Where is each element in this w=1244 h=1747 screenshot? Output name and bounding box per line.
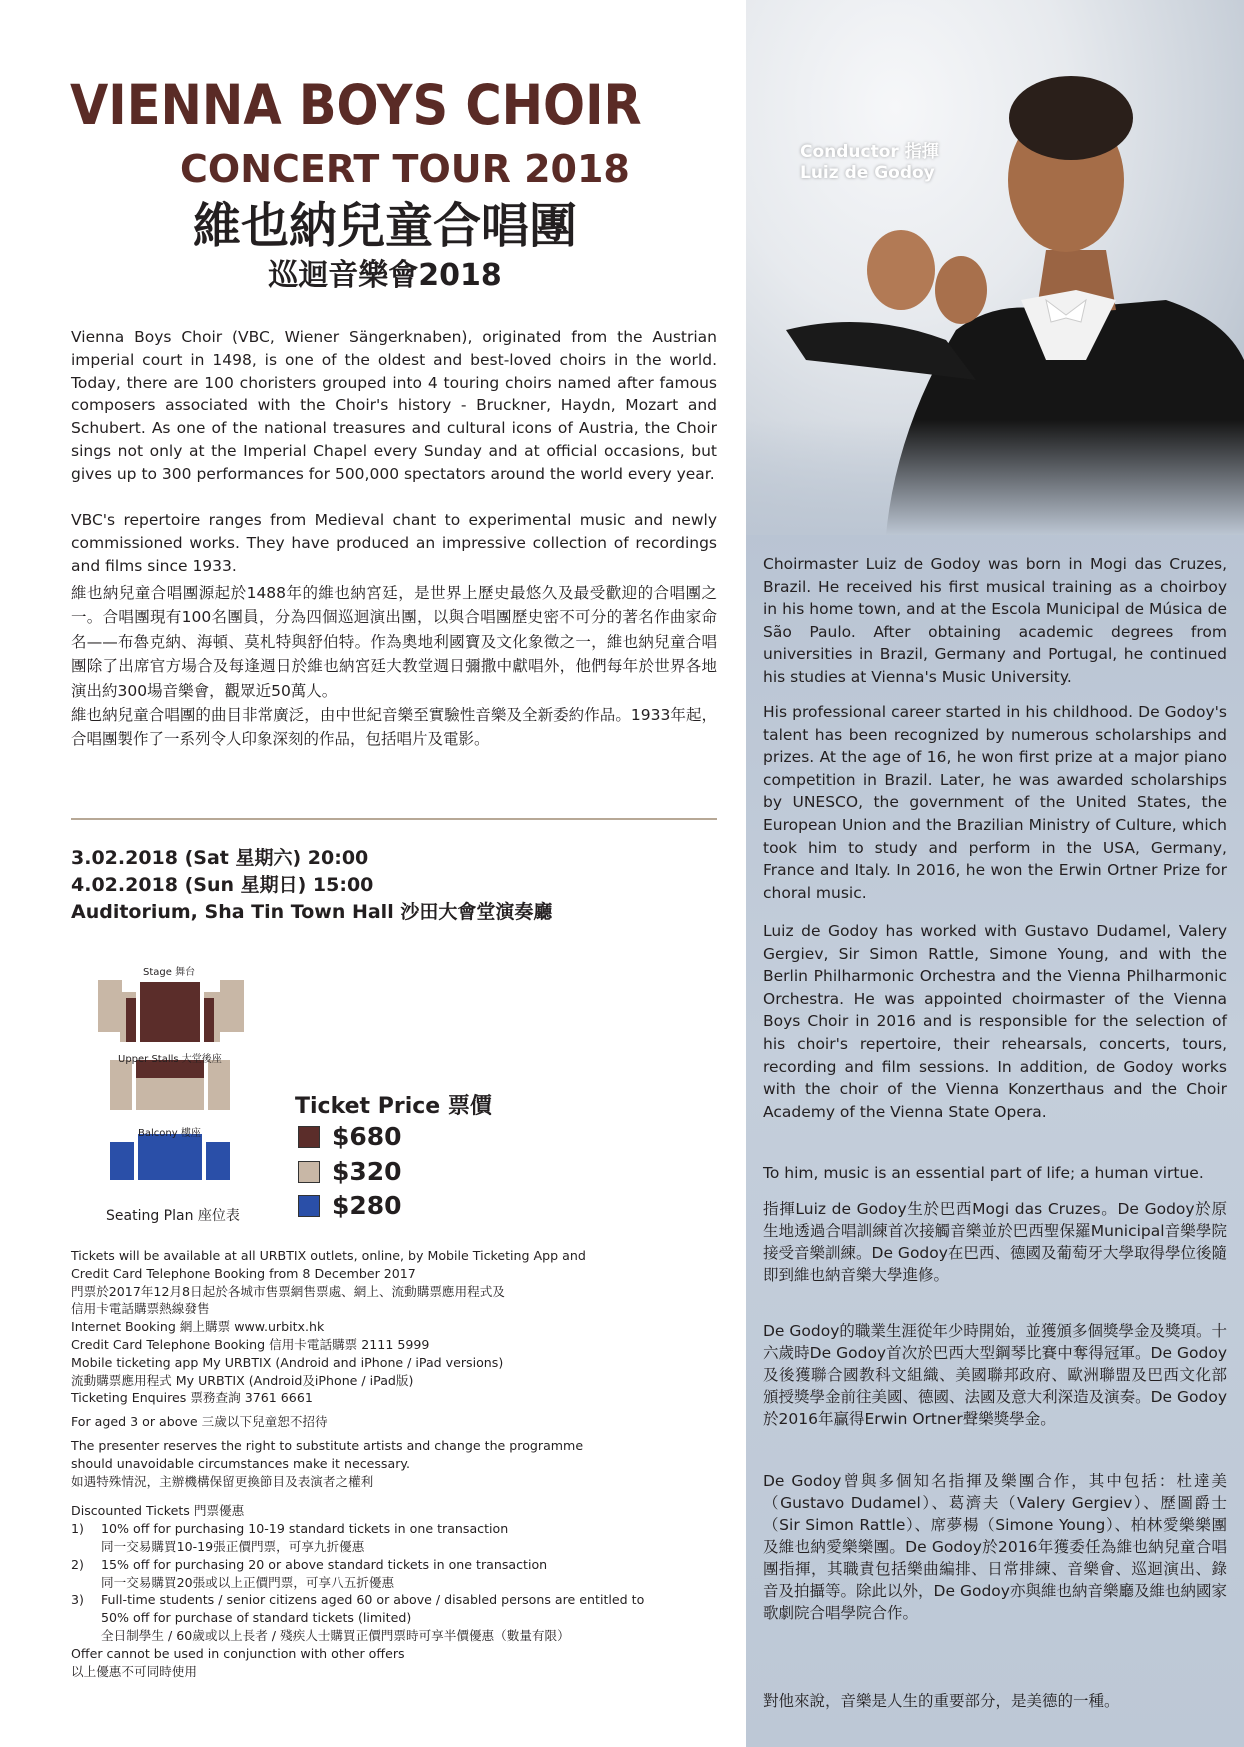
info-line: 門票於2017年12月8日起於各城市售票網售票處、網上、流動購票應用程式及 (71, 1283, 505, 1299)
subtitle-chinese: 巡迴音樂會2018 (268, 258, 502, 293)
discount-line: Full-time students / senior citizens aged 60 or above / disabled persons are entitled to (101, 1592, 645, 1608)
info-line: Tickets will be available at all URBTIX outlets, online, by Mobile Ticketing App and (71, 1248, 586, 1263)
bio-paragraph-7: De Godoy曾與多個知名指揮及樂團合作，其中包括：杜達美（Gustavo Dudamel）、葛濟夫（Valery Gergiev）、歷圖爵士（Sir Simon Rattle）、席夢楊（Simone Young）、柏林愛樂樂團及維也納愛樂樂團。De Godoy於2016年獲委任為維也納兒童合唱團指揮，其職責包括樂曲編排、日常排練、音樂會、巡迴演出、錄音及拍攝等。除此以外，De Godoy亦與維也納音樂廳及維也納國家歌劇院合唱學院合作。 (763, 1472, 1227, 1622)
intro-paragraph-1: Vienna Boys Choir (VBC, Wiener Sängerknaben), originated from the Austrian imperial court in 1498, is one of the oldest and best-loved choirs in the world. Today, there are 100 choristers grouped into 4 touring choirs named after famous composers associated with the Choir's history - Bruckner, Haydn, Mozart and Schubert. As one of the national treasures and cultural icons of Austria, the Choir sings not only at the Imperial Chapel every Sunday and at official occasions, but gives up to 300 performances for 500,000 spectators around the world every year. (71, 328, 717, 483)
price-row-1 (298, 1122, 402, 1151)
balcony-label: Balcony 樓座 (138, 1128, 201, 1139)
discount-item-3 (71, 1591, 731, 1644)
stage-label: Stage 舞台 (143, 967, 196, 978)
presenter-line: The presenter reserves the right to substitute artists and change the programme (71, 1437, 584, 1453)
discount-line: 同一交易購買10-19張正價門票，可享九折優惠 (101, 1538, 365, 1554)
upper-stalls-left-rear (110, 1100, 132, 1110)
conductor-caption (800, 142, 939, 184)
bio-paragraph-3: Luiz de Godoy has worked with Gustavo Dudamel, Valery Gergiev, Sir Simon Rattle, Simone Young, and with the Berlin Philharmonic Orchestra and the Vienna Philharmonic Orchestra. He was appointed choirmaster of the Vienna Boys Choir in 2016 and is responsible for the selection of his choir's repertoire, their rehearsals, concerts, tours, recording and film sessions. In addition, de Godoy works with the choir of the Vienna Konzerthaus and the Choir Academy of the Vienna State Opera. (763, 922, 1227, 1121)
price-row-3 (298, 1191, 402, 1220)
discount-number: 2) (71, 1556, 84, 1572)
discount-number: 3) (71, 1592, 84, 1608)
caption-name: Luiz de Godoy (800, 163, 935, 183)
bio-paragraph-8: 對他來說，音樂是人生的重要部分，是美德的一種。 (763, 1692, 1120, 1710)
discount-item-1 (71, 1520, 731, 1556)
bio-paragraph-2: His professional career started in his childhood. De Godoy's talent has been recognized by numerous scholarships and prizes. At the age of 16, he won first prize at a major piano competition in Brazil. Later, he was awarded scholarships by UNESCO, the government of the United States, the European Union and the Brazilian Ministry of Culture, which took him to study and perform in the USA, Germany, France and Italy. In 2016, he won the Erwin Ortner Prize for choral music. (763, 703, 1227, 902)
discount-item-2 (71, 1556, 731, 1592)
upper-stalls-left (110, 1060, 132, 1100)
title-english: VIENNA BOYS CHOIR (70, 73, 642, 137)
ticket-price-title: Ticket Price 票價 (295, 1094, 492, 1119)
right-column (746, 0, 1244, 1747)
bio-paragraph-4: To him, music is an essential part of life; a human virtue. (763, 1164, 1204, 1182)
price-label-1: $680 (332, 1122, 402, 1151)
ticketing-info (71, 1247, 731, 1680)
price-swatch-3 (298, 1195, 320, 1217)
info-line: Internet Booking 網上購票 www.urbitx.hk (71, 1319, 325, 1335)
event-venue: Auditorium, Sha Tin Town Hall 沙田大會堂演奏廳 (71, 901, 553, 923)
price-label-2: $320 (332, 1157, 402, 1186)
age-notice: For aged 3 or above 三歲以下兒童恕不招待 (71, 1414, 328, 1430)
info-line: Mobile ticketing app My URBTIX (Android and iPhone / iPad versions) (71, 1354, 504, 1370)
conductor-illustration (746, 0, 1244, 535)
arm-shape (786, 322, 976, 380)
upper-stalls-center (136, 1078, 204, 1110)
discount-footer-zh: 以上優惠不可同時使用 (71, 1663, 197, 1679)
conductor-photo (746, 0, 1244, 535)
info-line: 流動購票應用程式 My URBTIX (Android及iPhone / iPad版) (71, 1372, 414, 1388)
price-swatch-2 (298, 1161, 320, 1183)
title-chinese: 維也納兒童合唱團 (192, 198, 577, 254)
price-label-3: $280 (332, 1191, 402, 1220)
price-swatch-1 (298, 1126, 320, 1148)
caption-role: Conductor 指揮 (800, 142, 939, 162)
intro-paragraph-2: VBC's repertoire ranges from Medieval chant to experimental music and newly commissioned works. They have produced an impressive collection of recordings and films since 1933. (71, 511, 717, 575)
left-hand-shape (867, 230, 935, 310)
intro-paragraph-3: 維也納兒童合唱團源起於1488年的維也納宮廷，是世界上歷史最悠久及最受歡迎的合唱團之一。合唱團現有100名團員，分為四個巡迴演出團，以與合唱團歷史密不可分的著名作曲家命名——布魯克納、海頓、莫札特與舒伯特。作為奧地利國寶及文化象徵之一，維也納兒童合唱團除了出席官方場合及每逢週日於維也納宮廷大教堂週日彌撒中獻唱外，他們每年於世界各地演出約300場音樂會，觀眾近50萬人。 (71, 584, 717, 700)
stalls-center (140, 982, 200, 1042)
price-row-2 (298, 1157, 402, 1186)
stalls-left-outer (98, 980, 122, 1032)
event-date-1: 3.02.2018 (Sat 星期六) 20:00 (71, 847, 369, 869)
discount-line: 全日制學生 / 60歲或以上長者 / 殘疾人士購買正價門票時可享半價優惠（數量有限） (101, 1627, 570, 1643)
info-line: Ticketing Enquires 票務查詢 3761 6661 (71, 1390, 313, 1406)
event-date-2: 4.02.2018 (Sun 星期日) 15:00 (71, 874, 374, 896)
subtitle-english: CONCERT TOUR 2018 (180, 147, 630, 191)
bio-paragraph-5: 指揮Luiz de Godoy生於巴西Mogi das Cruzes。De Godoy於原生地透過合唱訓練首次接觸音樂並於巴西聖保羅Municipal音樂學院接受音樂訓練。De Godoy在巴西、德國及葡萄牙大學取得學位後隨即到維也納音樂大學進修。 (763, 1200, 1227, 1284)
info-line: Credit Card Telephone Booking from 8 December 2017 (71, 1265, 416, 1281)
discount-footer-en: Offer cannot be used in conjunction with other offers (71, 1645, 405, 1661)
seating-plan-diagram (90, 962, 250, 1202)
event-details (71, 845, 552, 926)
stalls-right-premium (204, 998, 214, 1042)
upper-stalls-right (208, 1060, 230, 1100)
divider (71, 818, 717, 820)
presenter-line: should unavoidable circumstances make it necessary. (71, 1455, 411, 1471)
discount-line: 15% off for purchasing 20 or above standard tickets in one transaction (101, 1556, 548, 1572)
discount-line: 10% off for purchasing 10-19 standard tickets in one transaction (101, 1521, 509, 1537)
balcony-center (138, 1134, 202, 1180)
discount-line: 50% off for purchase of standard tickets (limited) (101, 1610, 412, 1626)
discount-number: 1) (71, 1521, 84, 1537)
info-line: 信用卡電話購票熱線發售 (71, 1301, 210, 1317)
presenter-line: 如遇特殊情況，主辦機構保留更換節目及表演者之權利 (71, 1473, 374, 1489)
seating-plan-label: Seating Plan 座位表 (106, 1208, 240, 1224)
info-line: Credit Card Telephone Booking 信用卡電話購票 2111 5999 (71, 1336, 430, 1352)
stalls-right-outer (220, 980, 244, 1032)
bio-paragraph-6: De Godoy的職業生涯從年少時開始，並獲頒多個獎學金及獎項。十六歲時De Godoy首次於巴西大型鋼琴比賽中奪得冠軍。De Godoy及後獲聯合國教科文組織、美國聯邦政府、歐洲聯盟及巴西文化部頒授獎學金前往美國、德國、法國及意大利深造及演奏。De Godoy於2016年贏得Erwin Ortner聲樂獎學金。 (763, 1322, 1227, 1428)
balcony-left (110, 1142, 134, 1180)
stalls-left-premium (126, 998, 136, 1042)
hair-shape (1009, 76, 1133, 160)
bio-paragraph-1: Choirmaster Luiz de Godoy was born in Mogi das Cruzes, Brazil. He received his first musical training as a choirboy in his home town, and at the Escola Municipal de Música de São Paulo. After obtaining academic degrees from universities in Brazil, Germany and Portugal, he continued his studies at Vienna's Music University. (763, 555, 1227, 686)
discount-line: 同一交易購買20張或以上正價門票，可享八五折優惠 (101, 1574, 395, 1590)
intro-paragraph-4: 維也納兒童合唱團的曲目非常廣泛，由中世紀音樂至實驗性音樂及全新委約作品。1933年起，合唱團製作了一系列令人印象深刻的作品，包括唱片及電影。 (71, 706, 717, 749)
upper-stalls-label: Upper Stalls 大堂後座 (118, 1054, 222, 1065)
discount-title: Discounted Tickets 門票優惠 (71, 1503, 245, 1519)
upper-stalls-right-rear (208, 1100, 230, 1110)
right-hand-shape (935, 256, 987, 324)
balcony-right (206, 1142, 230, 1180)
